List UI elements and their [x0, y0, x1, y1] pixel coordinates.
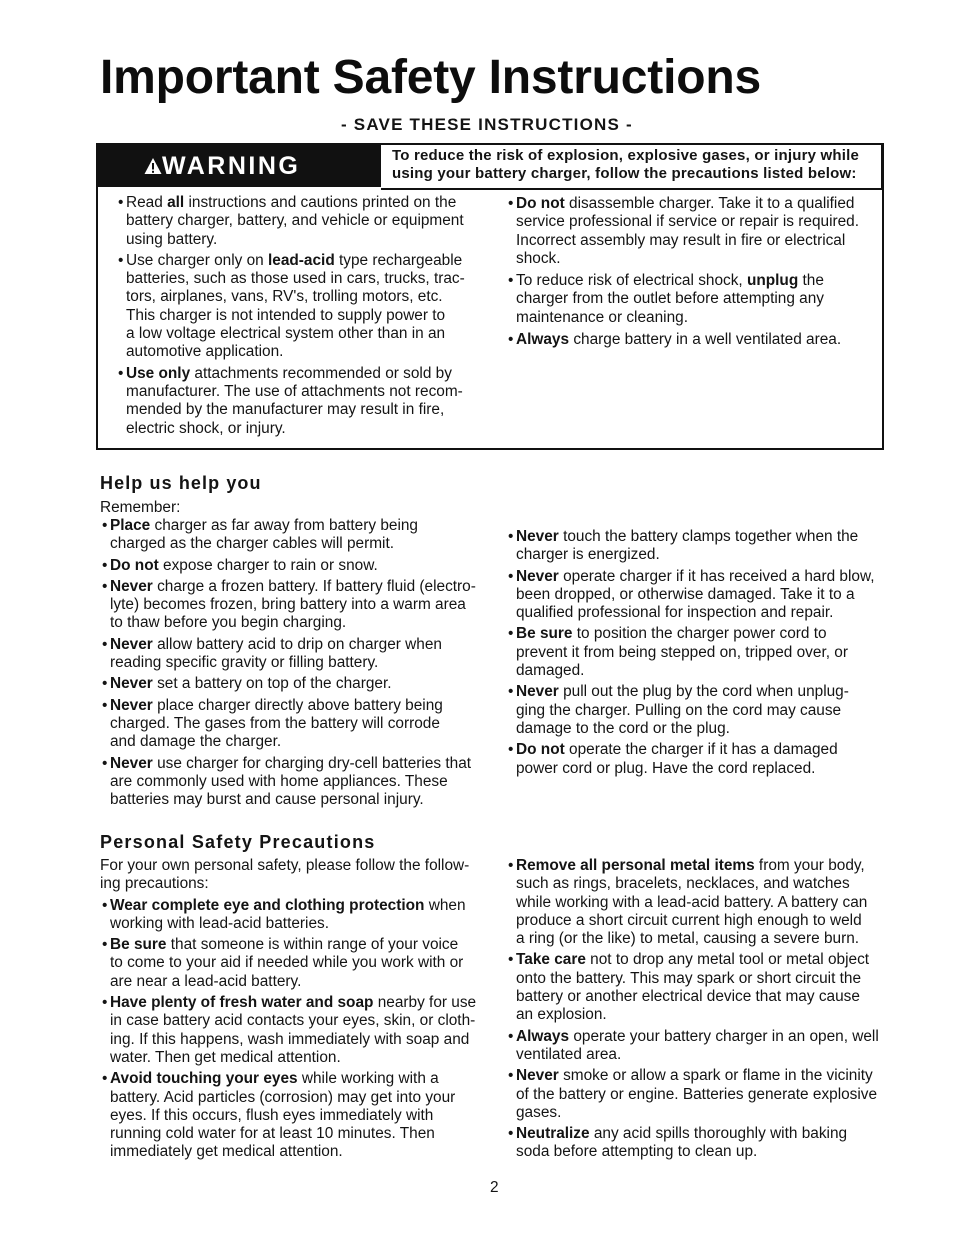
- text: ging the charger. Pulling on the cord may cause: [516, 701, 842, 719]
- text-line: [126, 252, 465, 270]
- text-line: [110, 1125, 476, 1143]
- text-line: [516, 875, 879, 893]
- text-line: [516, 568, 875, 586]
- text-line: [516, 894, 879, 912]
- personal-intro-line: ing precautions:: [100, 875, 209, 893]
- warning-triangle-icon: [144, 157, 162, 175]
- bullet-item: [100, 636, 476, 673]
- bullet-item: [506, 331, 859, 349]
- text-line: [110, 636, 476, 654]
- text: battery charger, battery, and vehicle or equipment: [126, 212, 464, 230]
- text-line: [126, 420, 465, 438]
- text: a low voltage electrical system other than in an: [126, 325, 446, 343]
- text-line: [516, 1125, 879, 1143]
- text-line: [110, 897, 476, 915]
- text: attachments recommended or sold by: [190, 364, 452, 382]
- text-line: [110, 1031, 476, 1049]
- text-line: [516, 857, 879, 875]
- text: that someone is within range of your voice: [166, 936, 459, 954]
- text: tors, airplanes, vans, RV's, trolling motors, etc.: [126, 288, 443, 306]
- help-right-list: [506, 528, 875, 778]
- text: an explosion.: [516, 1006, 607, 1024]
- text: smoke or allow a spark or flame in the vicinity: [558, 1067, 873, 1085]
- text: to come to your aid if needed while you work with or: [110, 954, 464, 972]
- text-line: [110, 1049, 476, 1067]
- text-line: [110, 578, 476, 596]
- text: batteries, such as those used in cars, trucks, trac-: [126, 270, 465, 288]
- warning-intro-line: To reduce the risk of explosion, explosive gases, or injury while: [392, 147, 860, 164]
- bullet-item: [100, 675, 476, 693]
- text-line: [126, 212, 465, 230]
- text-line: [516, 644, 875, 662]
- bold-text: Never: [110, 577, 153, 595]
- text: use charger for charging dry-cell batteries that: [152, 754, 472, 772]
- bullet-item: [100, 755, 476, 810]
- bold-text: Do not: [110, 556, 159, 574]
- text: Use charger only on: [126, 251, 269, 269]
- text: charger is energized.: [516, 546, 660, 564]
- text-line: [516, 232, 859, 250]
- text-line: [516, 272, 859, 290]
- text-line: [516, 195, 859, 213]
- text-line: [516, 331, 859, 349]
- text-line: [516, 1143, 879, 1161]
- text: and damage the charger.: [110, 733, 282, 751]
- bold-text: Never: [516, 1067, 559, 1085]
- text: any acid spills thoroughly with baking: [589, 1125, 848, 1143]
- text: to position the charger power cord to: [572, 625, 827, 643]
- bold-text: Never: [516, 528, 559, 545]
- bullet-item: [506, 1028, 879, 1065]
- text: disassemble charger. Take it to a qualified: [564, 195, 855, 212]
- text: service professional if service or repair is required.: [516, 213, 860, 231]
- bullet-item: [100, 1070, 476, 1161]
- save-instructions-subtitle: - SAVE THESE INSTRUCTIONS -: [341, 115, 633, 134]
- text: charged. The gases from the battery will corrode: [110, 714, 440, 732]
- text-line: [516, 604, 875, 622]
- personal-left-column: [100, 857, 476, 1162]
- warning-label: WARNING: [162, 152, 301, 180]
- text: electric shock, or injury.: [126, 419, 286, 437]
- text-line: [516, 290, 859, 308]
- text-line: [516, 720, 875, 738]
- page-number: 2: [490, 1179, 499, 1196]
- text: charger from the outlet before attempting any: [516, 290, 824, 308]
- text-line: [516, 546, 875, 564]
- bold-text: Use only: [126, 364, 191, 382]
- personal-left-list: [100, 897, 476, 1162]
- text: instructions and cautions printed on the: [184, 194, 457, 211]
- text: pull out the plug by the cord when unplug-: [558, 683, 849, 701]
- text: water. Then get medical attention.: [110, 1048, 341, 1066]
- text: set a battery on top of the charger.: [152, 675, 392, 693]
- text: damaged.: [516, 662, 585, 680]
- remember-label: Remember:: [100, 499, 181, 516]
- text-line: [126, 383, 465, 401]
- bold-text: Remove all personal metal items: [516, 857, 755, 874]
- bullet-item: [506, 1067, 879, 1122]
- bullet-item: [506, 1125, 879, 1162]
- text: onto the battery. This may spark or short circuit the: [516, 969, 862, 987]
- text-line: [516, 760, 875, 778]
- bold-text: Never: [110, 696, 153, 714]
- text: To reduce risk of electrical shock,: [516, 272, 747, 290]
- text-line: [126, 343, 465, 361]
- text: shock.: [516, 249, 561, 267]
- text-line: [126, 365, 465, 383]
- text-line: [516, 528, 875, 546]
- bold-text: Do not: [516, 741, 565, 759]
- text: gases.: [516, 1103, 562, 1121]
- help-left-list: [100, 517, 476, 809]
- text: are near a lead-acid battery.: [110, 972, 302, 990]
- text: manufacturer. The use of attachments not recom-: [126, 382, 463, 400]
- text-line: [516, 683, 875, 701]
- text: maintenance or cleaning.: [516, 308, 688, 326]
- text-line: [110, 1070, 476, 1088]
- bold-text: Always: [516, 1027, 570, 1045]
- text: in case battery acid contacts your eyes, skin, or cloth-: [110, 1012, 476, 1030]
- text-line: [110, 654, 476, 672]
- bullet-item: [116, 194, 465, 249]
- text-line: [516, 1028, 879, 1046]
- text-line: [516, 930, 879, 948]
- bold-text: Never: [110, 754, 153, 772]
- text: batteries may burst and cause personal injury.: [110, 791, 424, 809]
- text: battery or another electrical device that may cause: [516, 988, 860, 1006]
- text: qualified professional for inspection and repair.: [516, 604, 834, 622]
- text-line: [110, 675, 476, 693]
- bold-text: Never: [110, 675, 153, 693]
- text-line: [516, 586, 875, 604]
- bullet-item: [100, 517, 476, 554]
- bold-text: Never: [516, 683, 559, 701]
- text-line: [516, 625, 875, 643]
- bullet-item: [506, 625, 875, 680]
- text: when: [424, 896, 466, 914]
- warning-intro: [392, 147, 859, 183]
- text-line: [110, 954, 476, 972]
- text: using battery.: [126, 230, 218, 248]
- bullet-item: [116, 252, 465, 362]
- text: a ring (or the like) to metal, causing a severe burn.: [516, 930, 860, 948]
- text: charger as far away from battery being: [150, 517, 418, 534]
- text: reading specific gravity or filling battery.: [110, 654, 379, 672]
- text: ventilated area.: [516, 1045, 622, 1063]
- text: automotive application.: [126, 343, 284, 361]
- bullet-item: [506, 272, 859, 327]
- text-line: [516, 702, 875, 720]
- text-line: [126, 288, 465, 306]
- bullet-item: [100, 697, 476, 752]
- bold-text: all: [167, 194, 185, 211]
- warning-right-list: [506, 195, 859, 349]
- text: touch the battery clamps together when the: [558, 528, 859, 545]
- text-line: [126, 307, 465, 325]
- bold-text: Be sure: [516, 625, 573, 643]
- text: to thaw before you begin charging.: [110, 614, 347, 632]
- text: while working with a: [297, 1070, 439, 1088]
- text-line: [110, 733, 476, 751]
- text-line: [110, 1089, 476, 1107]
- bold-text: Wear complete eye and clothing protection: [110, 896, 425, 914]
- bold-text: Never: [110, 635, 153, 653]
- text: working with lead-acid batteries.: [110, 914, 329, 932]
- text: damage to the cord or the plug.: [516, 719, 730, 737]
- text: produce a short circuit current high enough to weld: [516, 911, 862, 929]
- bullet-item: [100, 994, 476, 1067]
- text-line: [516, 309, 859, 327]
- text-line: [516, 250, 859, 268]
- text: the: [798, 272, 824, 290]
- text: mended by the manufacturer may result in fire,: [126, 401, 445, 419]
- warning-left-list: [116, 194, 465, 438]
- bold-text: Have plenty of fresh water and soap: [110, 994, 374, 1012]
- bullet-item: [506, 195, 859, 268]
- text: are commonly used with home appliances. These: [110, 772, 448, 790]
- text: of the battery or engine. Batteries generate explosive: [516, 1085, 878, 1103]
- text-line: [110, 755, 476, 773]
- text-line: [126, 270, 465, 288]
- text-line: [126, 194, 465, 212]
- bold-text: Take care: [516, 951, 586, 969]
- text: Read: [126, 194, 168, 211]
- personal-intro-line: For your own personal safety, please follow the follow-: [100, 857, 470, 874]
- help-heading: Help us help you: [100, 473, 262, 493]
- personal-right-list: [506, 857, 879, 1162]
- text-line: [516, 1104, 879, 1122]
- text: been dropped, or otherwise damaged. Take it to a: [516, 585, 855, 603]
- text: type rechargeable: [334, 251, 463, 269]
- text-line: [126, 231, 465, 249]
- text-line: [516, 213, 859, 231]
- bold-text: Neutralize: [516, 1125, 590, 1143]
- text-line: [110, 791, 476, 809]
- text: while working with a lead-acid battery. A battery can: [516, 893, 868, 911]
- text-line: [110, 697, 476, 715]
- text-line: [110, 973, 476, 991]
- text: nearby for use: [373, 994, 477, 1012]
- text: running cold water for at least 10 minutes. Then: [110, 1125, 435, 1143]
- text: allow battery acid to drip on charger when: [152, 635, 442, 653]
- bullet-item: [506, 857, 879, 948]
- bold-text: Avoid touching your eyes: [110, 1070, 298, 1088]
- text-line: [110, 1107, 476, 1125]
- text-line: [126, 401, 465, 419]
- text-line: [516, 912, 879, 930]
- text: This charger is not intended to supply power to: [126, 306, 446, 324]
- bold-text: Be sure: [110, 936, 167, 954]
- text: not to drop any metal tool or metal object: [585, 951, 870, 969]
- bullet-item: [506, 528, 875, 565]
- text-line: [110, 915, 476, 933]
- text-line: [110, 596, 476, 614]
- text-line: [110, 535, 476, 553]
- bullet-item: [506, 683, 875, 738]
- text-line: [110, 517, 476, 535]
- personal-safety-heading: Personal Safety Precautions: [100, 832, 376, 852]
- text: eyes. If this occurs, flush eyes immediately with: [110, 1106, 434, 1124]
- text: ing. If this happens, wash immediately with soap and: [110, 1030, 470, 1048]
- bold-text: lead-acid: [268, 251, 335, 269]
- text-line: [516, 1086, 879, 1104]
- text: power cord or plug. Have the cord replaced.: [516, 759, 816, 777]
- text-line: [126, 325, 465, 343]
- text: operate charger if it has received a hard blow,: [558, 567, 875, 585]
- text: soda before attempting to clean up.: [516, 1143, 758, 1161]
- text-line: [516, 1006, 879, 1024]
- text: immediately get medical attention.: [110, 1143, 343, 1161]
- text: operate the charger if it has a damaged: [564, 741, 838, 759]
- text-line: [516, 662, 875, 680]
- text-line: [110, 1143, 476, 1161]
- text-line: [110, 1012, 476, 1030]
- text-line: [516, 1067, 879, 1085]
- text: charge battery in a well ventilated area.: [569, 331, 842, 349]
- text: from your body,: [754, 857, 865, 874]
- bullet-item: [116, 365, 465, 438]
- page-title: Important Safety Instructions: [100, 51, 761, 104]
- text: battery. Acid particles (corrosion) may get into your: [110, 1088, 456, 1106]
- text-line: [110, 773, 476, 791]
- bullet-item: [506, 951, 879, 1024]
- bold-text: unplug: [746, 272, 799, 290]
- text: prevent it from being stepped on, tripped over, or: [516, 643, 848, 661]
- text: such as rings, bracelets, necklaces, and watches: [516, 875, 850, 893]
- bullet-item: [100, 557, 476, 575]
- text: charge a frozen battery. If battery fluid (electro-: [152, 577, 476, 595]
- bold-text: Do not: [516, 195, 565, 212]
- text: lyte) becomes frozen, bring battery into a warm area: [110, 596, 466, 614]
- text-line: [110, 614, 476, 632]
- text-line: [110, 994, 476, 1012]
- bullet-item: [506, 568, 875, 623]
- warning-banner: [98, 145, 381, 187]
- text: place charger directly above battery being: [152, 696, 443, 714]
- text: charged as the charger cables will permit.: [110, 535, 395, 553]
- bullet-item: [506, 741, 875, 778]
- text-line: [516, 1046, 879, 1064]
- bold-text: Never: [516, 567, 559, 585]
- text-line: [516, 741, 875, 759]
- text: operate your battery charger in an open, well: [569, 1027, 879, 1045]
- text-line: [516, 970, 879, 988]
- bullet-item: [100, 578, 476, 633]
- text-line: [516, 951, 879, 969]
- bullet-item: [100, 936, 476, 991]
- text-line: [110, 557, 476, 575]
- text-line: [110, 715, 476, 733]
- warning-intro-line: using your battery charger, follow the precautions listed below:: [392, 165, 857, 182]
- text-line: [110, 936, 476, 954]
- bold-text: Place: [110, 517, 151, 534]
- bullet-item: [100, 897, 476, 934]
- text-line: [516, 988, 879, 1006]
- bold-text: Always: [516, 331, 570, 349]
- text: Incorrect assembly may result in fire or electrical: [516, 231, 846, 249]
- warning-box: [96, 143, 884, 450]
- warning-intro-box: [381, 145, 882, 190]
- text: expose charger to rain or snow.: [158, 556, 378, 574]
